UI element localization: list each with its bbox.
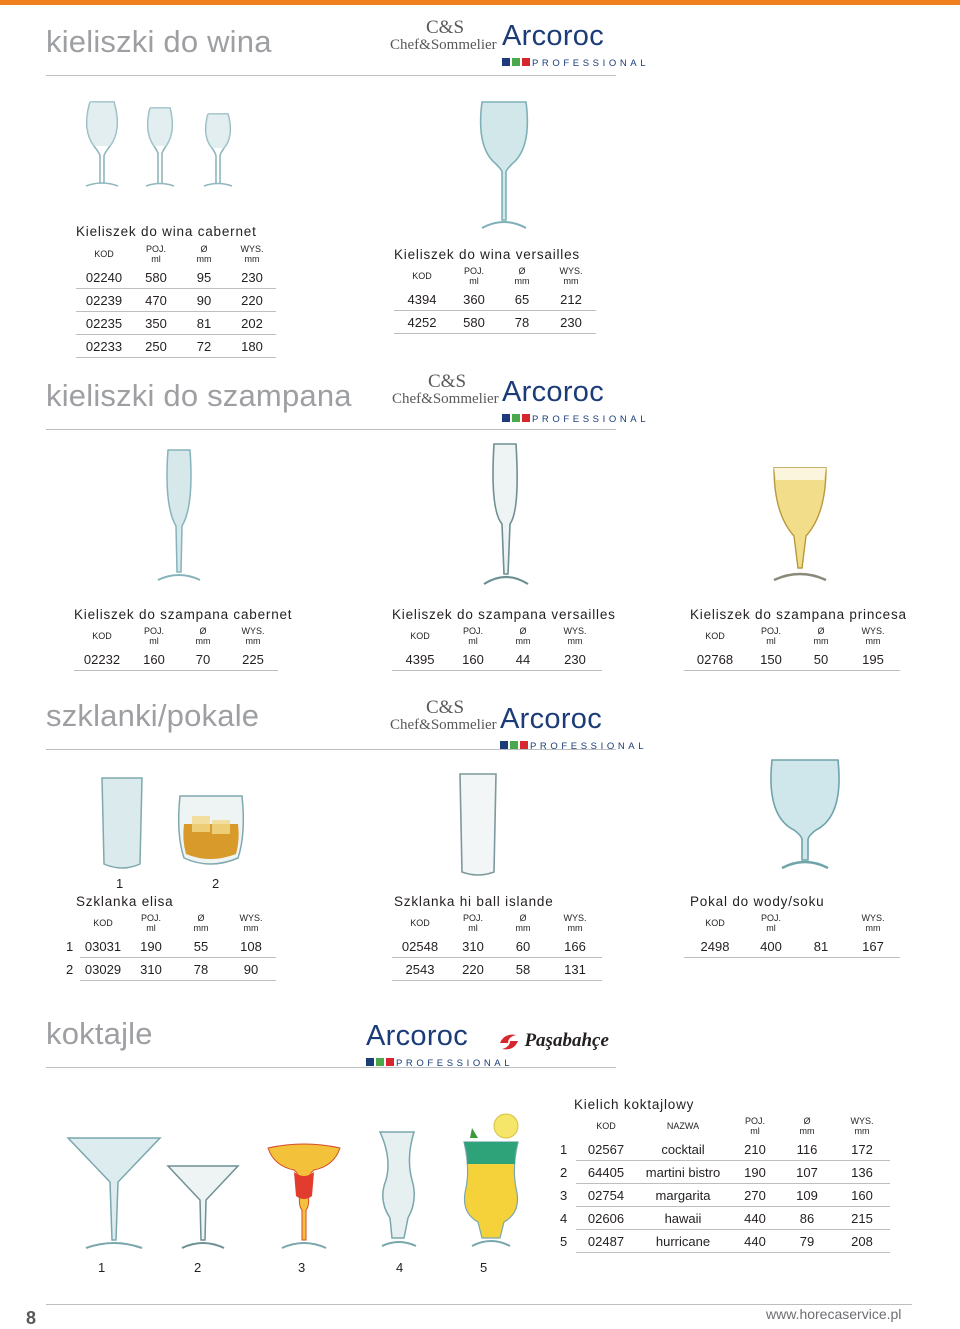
- arcoroc-logo: Arcoroc PROFESSIONAL: [500, 703, 648, 752]
- table-elisa: KOD POJ. ml Ø mm WYS. mm 1 03031 190 55 108 2 03029 310 78 90: [66, 911, 276, 981]
- table-pokal: KOD POJ. ml WYS. mm 2498 400 81 167: [684, 911, 900, 958]
- section-title-wine: kieliszki do wina: [46, 24, 272, 59]
- cocktail-label-2: 2: [194, 1260, 202, 1275]
- caption-wine-versailles: Kieliszek do wina versailles: [394, 247, 580, 262]
- caption-champagne-princesa: Kieliszek do szampana princesa: [690, 607, 907, 622]
- caption-elisa: Szklanka elisa: [76, 894, 174, 909]
- square-icon: [366, 1058, 374, 1066]
- square-icon: [386, 1058, 394, 1066]
- margarita-glass-image: [264, 1136, 344, 1256]
- pasabahce-name: Paşabahçe: [524, 1030, 609, 1051]
- table-row: 2543 220 58 131: [392, 958, 602, 981]
- pokal-glass-image: [764, 756, 846, 876]
- table-row: 2 03029 310 78 90: [66, 958, 276, 981]
- table-row: 4252 580 78 230: [394, 311, 596, 334]
- table-row: 4 02606 hawaii 440 86 215: [560, 1207, 890, 1230]
- table-row: 02232 160 70 225: [74, 648, 278, 671]
- arcoroc-sub: PROFESSIONAL: [532, 58, 650, 69]
- hawaii-glass-image: [374, 1128, 424, 1256]
- table-champagne-versailles: KOD POJ. ml Ø mm WYS. mm 4395 160 44 230: [392, 624, 602, 671]
- square-icon: [502, 58, 510, 66]
- elisa-label-2: 2: [212, 876, 220, 891]
- martini-bistro-glass-image: [164, 1160, 242, 1254]
- section-title-cocktails: koktajle: [46, 1016, 153, 1051]
- caption-pokal: Pokal do wody/soku: [690, 894, 825, 909]
- square-icon: [522, 58, 530, 66]
- table-champagne-princesa: KOD POJ. ml Ø mm WYS. mm 02768 150 50 195: [684, 624, 900, 671]
- wine-glass-versailles-image: [470, 98, 540, 234]
- footer-url: www.horecaservice.pl: [766, 1306, 902, 1322]
- square-icon: [522, 414, 530, 422]
- table-row: 1 03031 190 55 108: [66, 935, 276, 958]
- table-row: 02233 250 72 180: [76, 335, 276, 358]
- table-row: 02548 310 60 166: [392, 935, 602, 958]
- top-accent-bar: [0, 0, 960, 5]
- cocktail-label-5: 5: [480, 1260, 488, 1275]
- section-rule: [46, 429, 616, 430]
- table-row: 02240 580 95 230: [76, 266, 276, 289]
- square-icon: [512, 58, 520, 66]
- table-wine-versailles: KOD POJ. ml Ø mm WYS. mm 4394 360 65 212 4252 580 78 230: [394, 264, 596, 334]
- footer-rule: [46, 1304, 912, 1305]
- chef-sommelier-logo: [390, 18, 497, 54]
- chef-sommelier-logo: C&S Chef&Sommelier: [390, 697, 497, 733]
- table-row: 2498 400 81 167: [684, 935, 900, 958]
- table-champagne-cabernet: KOD POJ. ml Ø mm WYS. mm 02232 160 70 225: [74, 624, 278, 671]
- pasabahce-logo: [498, 1030, 609, 1053]
- cocktail-label-3: 3: [298, 1260, 306, 1275]
- chef-sommelier-logo: C&S Chef&Sommelier: [392, 371, 499, 407]
- table-row: 2 64405 martini bistro 190 107 136: [560, 1161, 890, 1184]
- square-icon: [376, 1058, 384, 1066]
- table-wine-cabernet: KOD POJ. ml Ø mm WYS. mm 02240 580 95 230 02239 470 90 220 02235 350 81 202 02233 250 72 180: [76, 242, 276, 358]
- wine-glasses-cabernet-image: [78, 98, 258, 194]
- table-row: 02239 470 90 220: [76, 289, 276, 312]
- col-kod: KOD: [94, 249, 114, 259]
- elisa-glasses-image: [98, 774, 258, 874]
- hurricane-glass-image: [456, 1108, 526, 1256]
- square-icon: [520, 741, 528, 749]
- table-row: 4395 160 44 230: [392, 648, 602, 671]
- table-row: 02768 150 50 195: [684, 648, 900, 671]
- islande-glass-image: [456, 770, 502, 880]
- elisa-label-1: 1: [116, 876, 124, 891]
- caption-islande: Szklanka hi ball islande: [394, 894, 554, 909]
- arcoroc-logo: Arcoroc PROFESSIONAL: [502, 376, 650, 425]
- flute-cabernet-image: [150, 446, 210, 586]
- square-icon: [500, 741, 508, 749]
- section-title-champagne: kieliszki do szampana: [46, 378, 352, 413]
- table-islande: KOD POJ. ml Ø mm WYS. mm 02548 310 60 166 2543 220 58 131: [392, 911, 602, 981]
- arcoroc-logo: [502, 22, 649, 71]
- table-cocktails: KOD NAZWA POJ. ml Ø mm WYS. mm 1 02567 cocktail 210 116 172 2 64405 martini bistro 190 107 136 3 02754 margarita 270 109 160 4 02606 hawaii 440 86 215 5 02487 hurricane 440 79 208: [560, 1114, 890, 1253]
- caption-cocktails: Kielich koktajlowy: [574, 1097, 695, 1112]
- table-row: 1 02567 cocktail 210 116 172: [560, 1138, 890, 1161]
- flute-versailles-image: [476, 440, 536, 590]
- page-number: 8: [26, 1308, 37, 1328]
- arcoroc-logo: Arcoroc PROFESSIONAL: [366, 1020, 514, 1069]
- flute-princesa-image: [760, 464, 840, 594]
- cs-name: Chef&Sommelier: [390, 37, 497, 53]
- table-row: 3 02754 margarita 270 109 160: [560, 1184, 890, 1207]
- caption-wine-cabernet: Kieliszek do wina cabernet: [76, 224, 257, 239]
- table-row: 02235 350 81 202: [76, 312, 276, 335]
- cs-monogram: C&S: [426, 17, 465, 38]
- square-icon: [512, 414, 520, 422]
- caption-champagne-versailles: Kieliszek do szampana versailles: [392, 607, 616, 622]
- square-icon: [502, 414, 510, 422]
- square-icon: [510, 741, 518, 749]
- section-rule: [46, 75, 616, 76]
- table-row: 5 02487 hurricane 440 79 208: [560, 1230, 890, 1253]
- section-title-glasses: szklanki/pokale: [46, 698, 260, 733]
- pasabahce-emblem-icon: [498, 1031, 520, 1053]
- cocktail-glass-image: [64, 1130, 164, 1254]
- cocktail-label-4: 4: [396, 1260, 404, 1275]
- cocktail-label-1: 1: [98, 1260, 106, 1275]
- arcoroc-name: Arcoroc: [502, 20, 605, 52]
- section-rule: [46, 1067, 616, 1068]
- caption-champagne-cabernet: Kieliszek do szampana cabernet: [74, 607, 293, 622]
- table-row: 4394 360 65 212: [394, 288, 596, 311]
